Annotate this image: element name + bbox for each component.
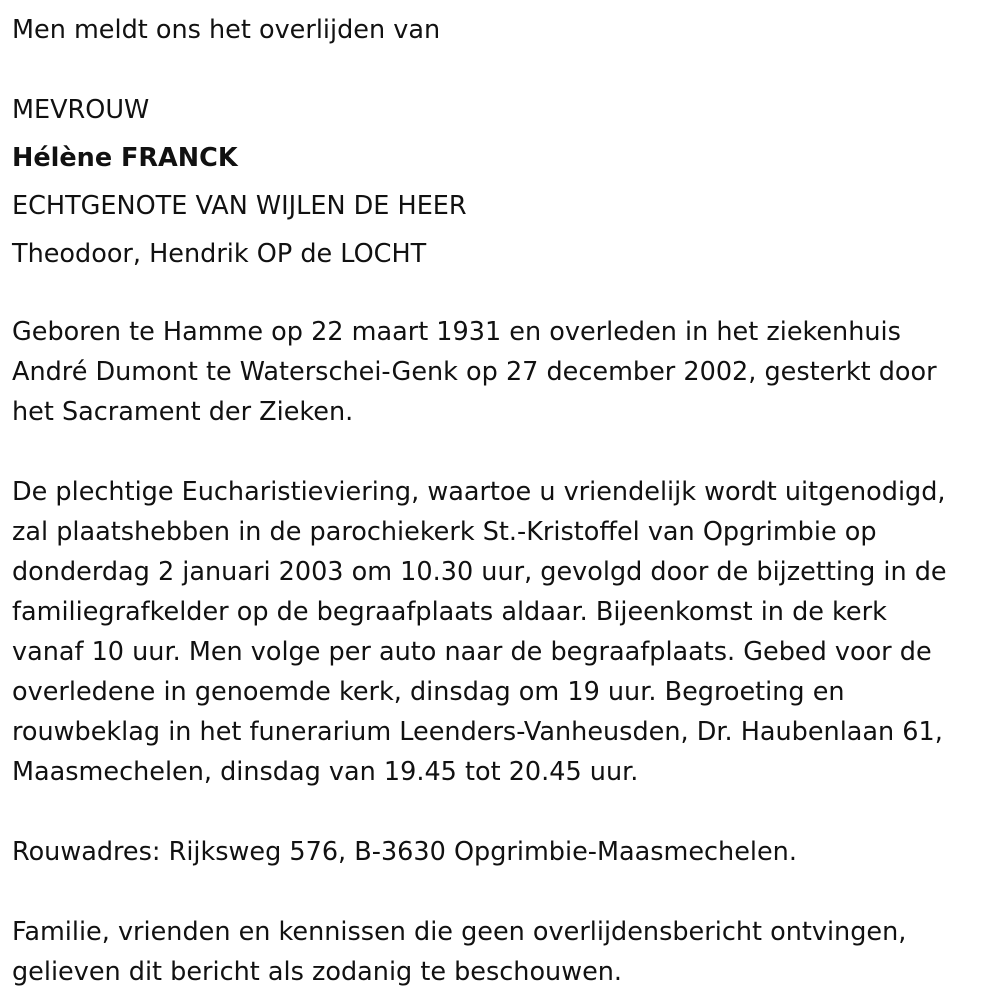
paragraph-line: vanaf 10 uur. Men volge per auto naar de begraafplaats. Gebed voor de [12, 637, 932, 667]
paragraph-line: het Sacrament der Zieken. [12, 397, 354, 427]
paragraph-line: gelieven dit bericht als zodanig te beschouwen. [12, 957, 623, 987]
paragraph-line: De plechtige Eucharistieviering, waartoe u vriendelijk wordt uitgenodigd, [12, 477, 946, 507]
deceased-name: Hélène FRANCK [12, 143, 238, 173]
paragraph-line: donderdag 2 januari 2003 om 10.30 uur, gevolgd door de bijzetting in de [12, 557, 947, 587]
closing-paragraph [12, 912, 988, 992]
paragraph-line: André Dumont te Waterschei-Genk op 27 december 2002, gesterkt door [12, 357, 937, 387]
paragraph-line: overledene in genoemde kerk, dinsdag om 19 uur. Begroeting en [12, 677, 845, 707]
paragraph-line: rouwbeklag in het funerarium Leenders-Vanheusden, Dr. Haubenlaan 61, [12, 717, 943, 747]
birth-death-paragraph [12, 312, 988, 432]
salutation: MEVROUW [12, 95, 150, 125]
spouse-name: Theodoor, Hendrik OP de LOCHT [12, 239, 427, 269]
paragraph-line: Familie, vrienden en kennissen die geen overlijdensbericht ontvingen, [12, 917, 907, 947]
paragraph-line: Maasmechelen, dinsdag van 19.45 tot 20.45 uur. [12, 757, 639, 787]
ceremony-paragraph [12, 472, 988, 792]
paragraph-line: zal plaatshebben in de parochiekerk St.-Kristoffel van Opgrimbie op [12, 517, 877, 547]
intro-text: Men meldt ons het overlijden van [12, 15, 441, 45]
spouse-title: ECHTGENOTE VAN WIJLEN DE HEER [12, 191, 467, 221]
paragraph-line: Geboren te Hamme op 22 maart 1931 en overleden in het ziekenhuis [12, 317, 901, 347]
mourning-address: Rouwadres: Rijksweg 576, B-3630 Opgrimbie-Maasmechelen. [12, 837, 797, 867]
paragraph-line: familiegrafkelder op de begraafplaats aldaar. Bijeenkomst in de kerk [12, 597, 887, 627]
